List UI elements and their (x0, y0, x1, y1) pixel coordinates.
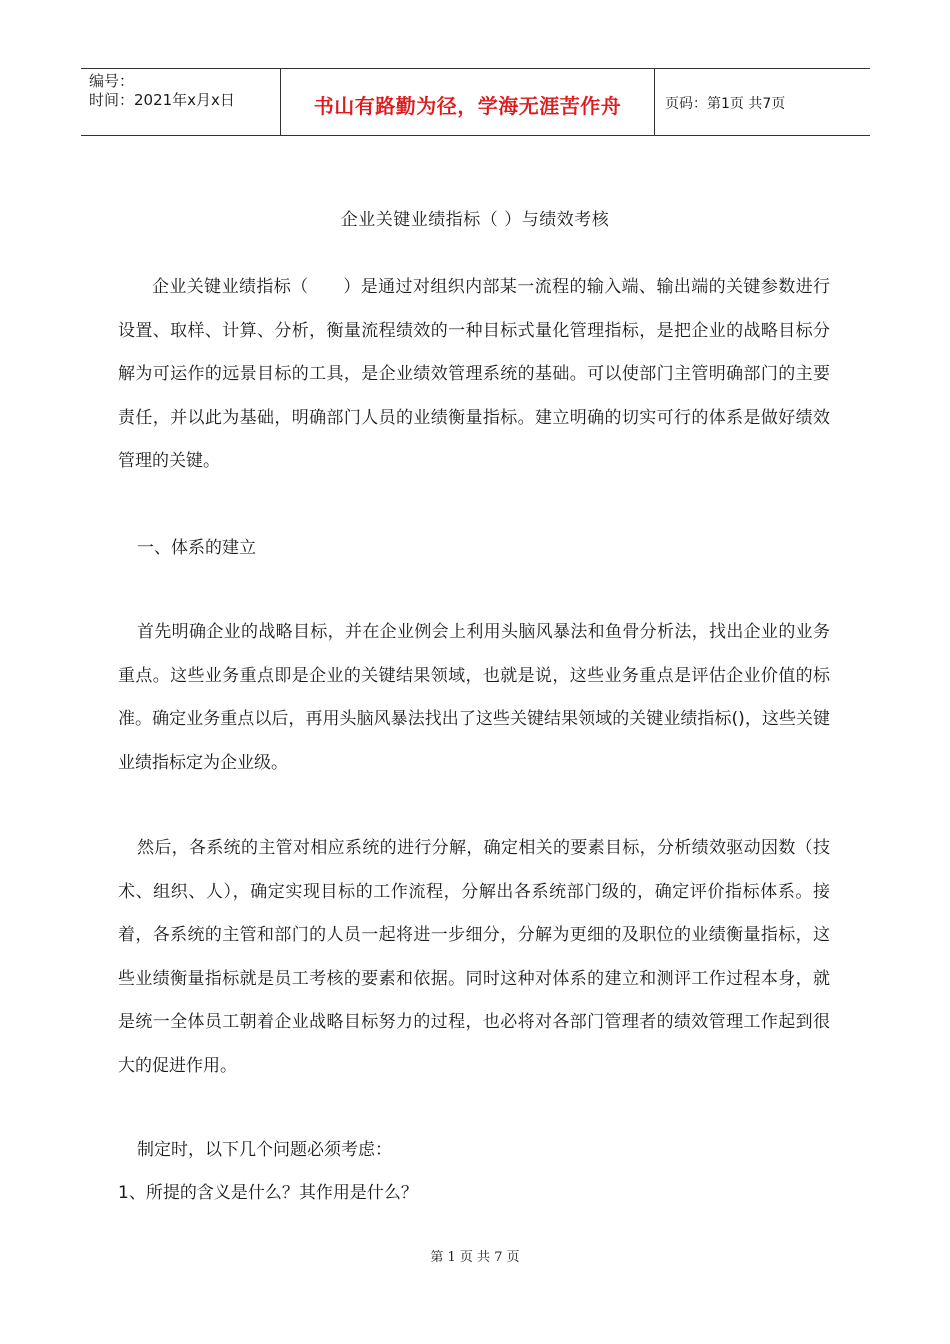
body-paragraph-3: 制定时，以下几个问题必须考虑： (137, 1140, 392, 1160)
header-table (81, 68, 870, 136)
document-title: 企业关键业绩指标（ ）与绩效考核 (340, 210, 610, 230)
header-motto-cell (281, 69, 655, 135)
header-meta-cell (81, 69, 281, 135)
header-motto: 书山有路勤为径，学海无涯苦作舟 (313, 93, 622, 118)
body-paragraph-1: 首先明确企业的战略目标，并在企业例会上利用头脑风暴法和鱼骨分析法，找出企业的业务重点。这些业务重点即是企业的关键结果领域，也就是说，这些业务重点是评估企业价值的标准。确定业务重点以后，再用头脑风暴法找出了这些关键结果领域的关键业绩指标()，这些关键业绩指标定为企业级。 (118, 622, 830, 773)
page-footer: 第 1 页 共 7 页 (430, 1250, 520, 1265)
intro-paragraph: 企业关键业绩指标（ ）是通过对组织内部某一流程的输入端、输出端的关键参数进行设置、取样、计算、分析，衡量流程绩效的一种目标式量化管理指标，是把企业的战略目标分解为可运作的远景目标的工具，是企业绩效管理系统的基础。可以使部门主管明确部门的主要责任，并以此为基础，明确部门人员的业绩衡量指标。建立明确的切实可行的体系是做好绩效管理的关键。 (118, 277, 830, 471)
body-paragraph-2: 然后，各系统的主管对相应系统的进行分解，确定相关的要素目标，分析绩效驱动因数（技术、组织、人），确定实现目标的工作流程，分解出各系统部门级的，确定评价指标体系。接着，各系统的主管和部门的人员一起将进一步细分，分解为更细的及职位的业绩衡量指标，这些业绩衡量指标就是员工考核的要素和依据。同时这种对体系的建立和测评工作过程本身，就是统一全体员工朝着企业战略目标努力的过程，也必将对各部门管理者的绩效管理工作起到很大的促进作用。 (118, 838, 830, 1076)
list-item: 1、所提的含义是什么？其作用是什么？ (118, 1183, 418, 1203)
document-number-label: 编号： (89, 72, 135, 90)
header-page-cell (655, 69, 870, 135)
header-page-info: 页码：第1页 共7页 (665, 96, 786, 112)
section-heading: 一、体系的建立 (137, 538, 256, 558)
document-time-label: 时间：2021年x月x日 (89, 91, 235, 109)
